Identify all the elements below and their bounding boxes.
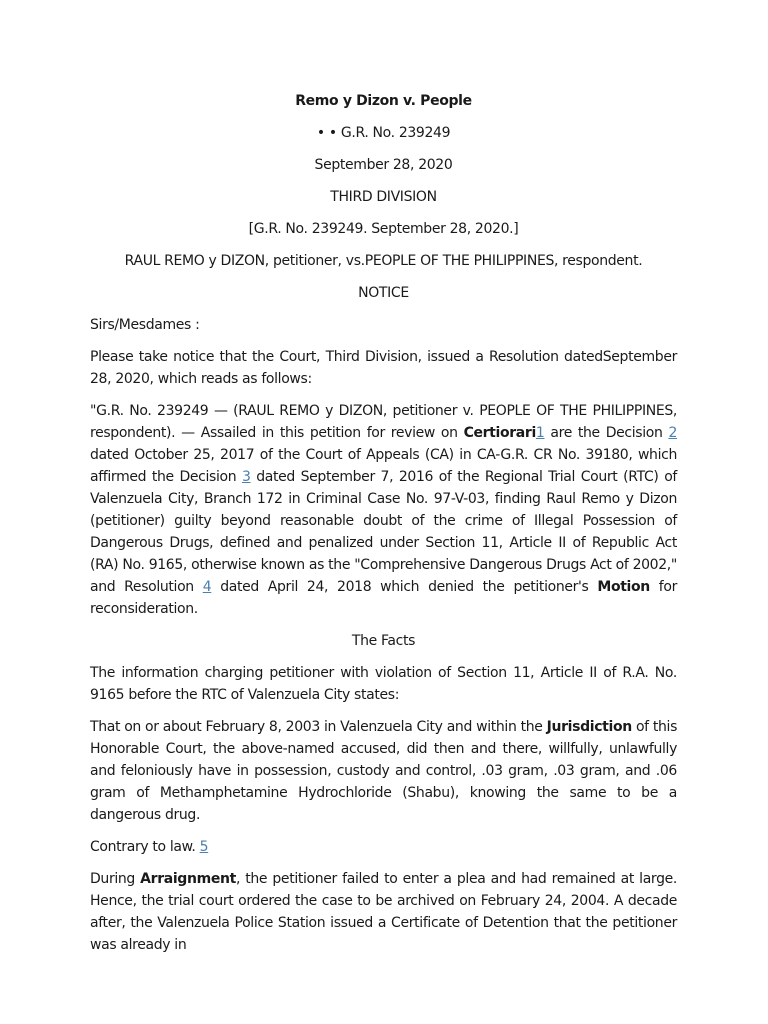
charge-paragraph [90, 716, 677, 826]
text-run: dated April 24, 2018 which denied the petitioner's [211, 579, 598, 595]
information-paragraph: The information charging petitioner with violation of Section 11, Article II of R.A. No. 9165 before the RTC of Valenzuela City states: [90, 665, 677, 703]
text-run: for reconsideration. [90, 579, 677, 617]
arraignment-paragraph [90, 868, 677, 956]
bold-term-certiorari: Certiorari [463, 425, 536, 441]
citation: [G.R. No. 239249. September 28, 2020.] [248, 221, 519, 237]
text-run: dated October 25, 2017 of the Court of Appeals (CA) in CA-G.R. CR No. 39180, which affirmed the Decision [90, 447, 677, 485]
text-run: dated September 7, 2016 of the Regional Trial Court (RTC) of Valenzuela City, Branch 172 in Criminal Case No. 97-V-03, finding Raul Remo y Dizon (petitioner) guilty beyond reasonable doubt of the crime of Illegal Possession of Dangerous Drugs, defined and penalized under Section 11, Article II of Republic Act (RA) No. 9165, otherwise known as the "Comprehensive Dangerous Drugs Act of 2002," and Resolution [90, 469, 677, 595]
gr-number: • • G.R. No. 239249 [316, 125, 451, 141]
text-run: are the Decision [544, 425, 669, 441]
bold-term-motion: Motion [597, 579, 650, 595]
intro-paragraph: Please take notice that the Court, Third Division, issued a Resolution datedSeptember 28, 2020, which reads as follows: [90, 349, 677, 387]
decision-date: September 28, 2020 [314, 157, 453, 173]
bold-term-arraignment: Arraignment [140, 871, 236, 887]
footnote-link-4[interactable]: 4 [202, 579, 212, 595]
bold-term-jurisdiction: Jurisdiction [546, 719, 632, 735]
parties: RAUL REMO y DIZON, petitioner, vs.PEOPLE OF THE PHILIPPINES, respondent. [124, 253, 643, 269]
contrary-to-law [90, 836, 677, 858]
salutation: Sirs/Mesdames : [90, 317, 200, 333]
text-run: During [90, 871, 141, 887]
notice-heading: NOTICE [358, 285, 409, 301]
text-run: of this Honorable Court, the above-named accused, did then and there, willfully, unlawfully and feloniously have in possession, custody and control, .03 gram, .03 gram, and .06 gram of Methamphetamine Hydrochloride (Shabu), knowing the same to be a dangerous drug. [90, 719, 678, 823]
footnote-link-5[interactable]: 5 [199, 839, 209, 855]
text-run: , the petitioner failed to enter a plea and had remained at large. Hence, the trial court ordered the case to be archived on February 24, 2004. A decade after, the Valenzuela Police Station issued a Certificate of Detention that the petitioner was already in [90, 871, 677, 953]
resolution-paragraph [90, 400, 677, 620]
footnote-link-3[interactable]: 3 [241, 469, 251, 485]
facts-heading: The Facts [351, 633, 416, 649]
document-content [90, 90, 677, 966]
footnote-link-2[interactable]: 2 [668, 425, 677, 441]
text-run: Contrary to law. [90, 839, 200, 855]
text-run: "G.R. No. 239249 — (RAUL REMO y DIZON, petitioner v. PEOPLE OF THE PHILIPPINES, respondent). — Assailed in this petition for review on [90, 403, 677, 441]
footnote-link-1[interactable]: 1 [535, 425, 545, 441]
text-run: That on or about February 8, 2003 in Valenzuela City and within the [90, 719, 547, 735]
case-title: Remo y Dizon v. People [295, 93, 472, 109]
division: THIRD DIVISION [330, 189, 437, 205]
